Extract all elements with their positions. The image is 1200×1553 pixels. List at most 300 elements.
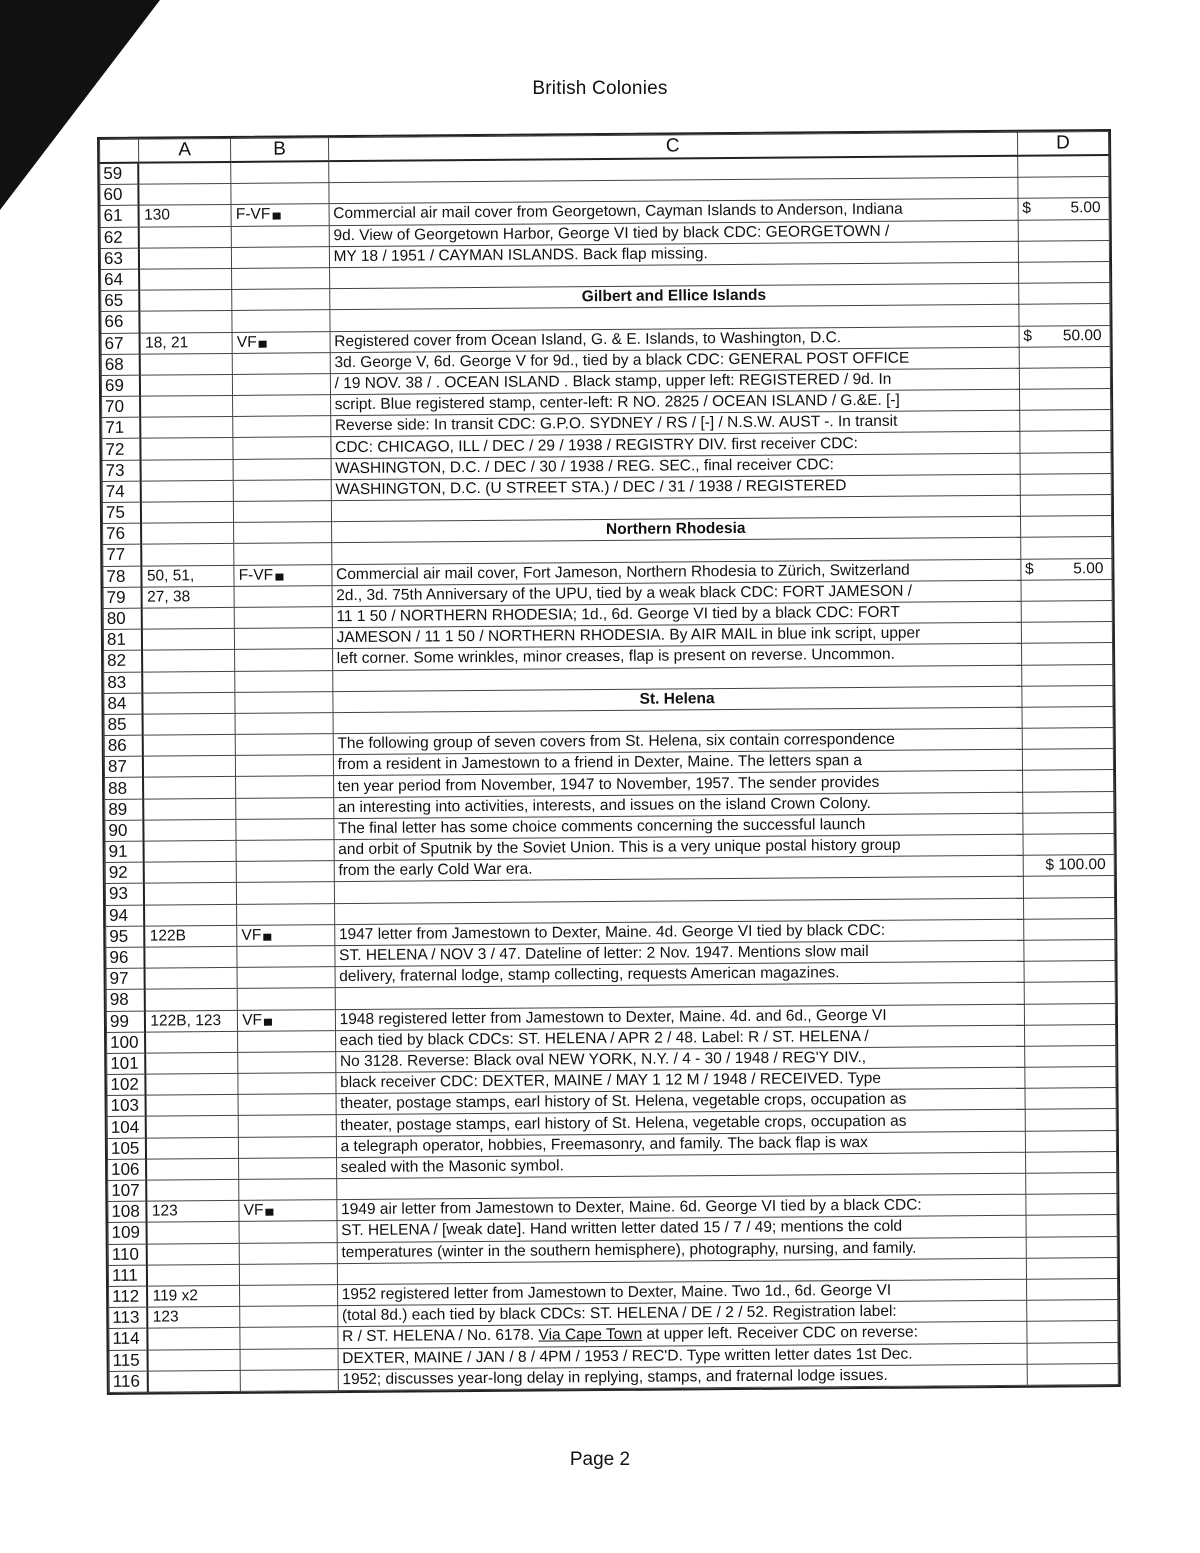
cell-a[interactable]: 119 x2 xyxy=(147,1285,239,1307)
row-number[interactable]: 72 xyxy=(102,439,141,460)
corner-cell[interactable] xyxy=(100,139,139,163)
cell-a[interactable] xyxy=(146,1116,238,1138)
row-number[interactable]: 112 xyxy=(109,1286,148,1307)
cell-b[interactable] xyxy=(231,204,329,226)
cell-b[interactable] xyxy=(238,1052,336,1074)
cell-a[interactable] xyxy=(146,1158,238,1180)
cell-c[interactable]: 3d. George V, 6d. George V for 9d., tied by a black CDC: GENERAL POST OFFICE xyxy=(330,347,1019,374)
cell-b[interactable] xyxy=(239,1242,337,1264)
row-number[interactable]: 93 xyxy=(105,884,144,905)
cell-c[interactable]: Commercial air mail cover from Georgetown, Cayman Islands to Anderson, Indiana xyxy=(329,199,1018,226)
cell-d[interactable] xyxy=(1023,876,1114,898)
cell-a[interactable] xyxy=(143,713,235,735)
cell-d[interactable] xyxy=(1021,622,1112,644)
row-number[interactable]: 60 xyxy=(100,184,139,205)
row-number[interactable]: 91 xyxy=(105,841,144,862)
section-heading[interactable]: Gilbert and Ellice Islands xyxy=(329,283,1018,310)
row-number[interactable]: 79 xyxy=(103,587,142,608)
cell-d[interactable] xyxy=(1025,1173,1116,1195)
cell-b[interactable] xyxy=(232,331,330,353)
cell-c[interactable]: (total 8d.) each tied by black CDCs: ST. HELENA / DE / 2 / 52. Registration label: xyxy=(337,1300,1026,1327)
cell-a[interactable] xyxy=(141,523,233,545)
cell-d[interactable] xyxy=(1020,537,1111,559)
cell-d[interactable]: $ 100.00 xyxy=(1023,855,1114,877)
cell-a[interactable] xyxy=(139,184,231,206)
row-number[interactable]: 82 xyxy=(104,650,143,671)
grade-label: F-VF xyxy=(238,566,274,584)
cell-a[interactable]: 122B xyxy=(145,925,237,947)
cell-c[interactable]: The final letter has some choice comments concerning the successful launch xyxy=(334,813,1023,840)
row-number[interactable]: 80 xyxy=(103,608,142,629)
cell-a[interactable] xyxy=(143,671,235,693)
cell-b[interactable] xyxy=(239,1200,337,1222)
cell-d[interactable] xyxy=(1021,643,1112,665)
cell-a[interactable] xyxy=(147,1243,239,1265)
cell-b[interactable] xyxy=(231,183,329,205)
cell-c[interactable]: CDC: CHICAGO, ILL / DEC / 29 / 1938 / REGISTRY DIV. first receiver CDC: xyxy=(331,432,1020,459)
cell-a[interactable] xyxy=(140,353,232,375)
cell-d[interactable] xyxy=(1017,155,1108,177)
cell-c[interactable]: WASHINGTON, D.C. (U STREET STA.) / DEC / 31 / 1938 / REGISTERED xyxy=(331,474,1020,501)
cell-d[interactable] xyxy=(1021,558,1112,580)
cell-a[interactable] xyxy=(140,290,232,312)
cell-d[interactable] xyxy=(1018,198,1109,220)
cell-d[interactable] xyxy=(1018,261,1109,283)
row-number[interactable]: 95 xyxy=(106,926,145,947)
grade-label: VF xyxy=(242,1011,263,1029)
cell-d[interactable] xyxy=(1026,1257,1117,1279)
cell-a[interactable] xyxy=(148,1370,240,1392)
cell-d[interactable] xyxy=(1024,982,1115,1004)
cell-b[interactable] xyxy=(238,1073,336,1095)
cell-a[interactable] xyxy=(144,840,236,862)
cell-c[interactable]: Registered cover from Ocean Island, G. & E. Islands, to Washington, D.C. xyxy=(330,326,1019,353)
cell-a[interactable]: 18, 21 xyxy=(140,332,232,354)
row-number[interactable]: 109 xyxy=(108,1223,147,1244)
cell-d[interactable] xyxy=(1020,473,1111,495)
cell-a[interactable]: 122B, 123 xyxy=(145,1010,237,1032)
cell-a[interactable] xyxy=(141,501,233,523)
cell-d[interactable] xyxy=(1026,1215,1117,1237)
cell-b[interactable] xyxy=(232,289,330,311)
cell-b[interactable] xyxy=(234,564,332,586)
cell-b[interactable] xyxy=(235,734,333,756)
column-header-c[interactable]: C xyxy=(328,132,1017,161)
currency-symbol: $ xyxy=(1025,560,1034,578)
cell-b[interactable] xyxy=(238,1030,336,1052)
row-number[interactable]: 77 xyxy=(103,545,142,566)
cell-c[interactable]: 1949 air letter from Jamestown to Dexter, Maine. 6d. George VI tied by a black CDC: xyxy=(336,1194,1025,1221)
cell-b[interactable] xyxy=(239,1136,337,1158)
row-number[interactable]: 68 xyxy=(101,354,140,375)
cell-c[interactable]: MY 18 / 1951 / CAYMAN ISLANDS. Back flap missing. xyxy=(329,241,1018,268)
cell-c[interactable]: from a resident in Jamestown to a friend in Dexter, Maine. The letters span a xyxy=(333,750,1022,777)
cell-a[interactable] xyxy=(143,692,235,714)
cell-b[interactable] xyxy=(240,1369,338,1391)
cell-d[interactable] xyxy=(1019,304,1110,326)
cell-a[interactable] xyxy=(141,459,233,481)
cell-c[interactable]: black receiver CDC: DEXTER, MAINE / MAY 1 12 M / 1948 / RECEIVED. Type xyxy=(335,1067,1024,1094)
row-number[interactable]: 99 xyxy=(106,1011,145,1032)
cell-d[interactable] xyxy=(1022,791,1113,813)
row-number[interactable]: 97 xyxy=(106,968,145,989)
cell-b[interactable] xyxy=(239,1179,337,1201)
column-header-d[interactable]: D xyxy=(1017,132,1108,156)
cell-c[interactable]: script. Blue registered stamp, center-left: R NO. 2825 / OCEAN ISLAND / G.&E. [-] xyxy=(330,389,1019,416)
cell-c[interactable]: 1947 letter from Jamestown to Dexter, Maine. 4d. George VI tied by black CDC: xyxy=(334,919,1023,946)
cell-a[interactable] xyxy=(142,629,234,651)
cell-a[interactable] xyxy=(141,480,233,502)
row-number[interactable]: 71 xyxy=(102,417,141,438)
row-number[interactable]: 73 xyxy=(102,460,141,481)
row-number[interactable]: 94 xyxy=(106,905,145,926)
cell-b[interactable] xyxy=(231,161,329,183)
cell-a[interactable] xyxy=(145,946,237,968)
cell-c[interactable]: DEXTER, MAINE / JAN / 8 / 4PM / 1953 / REC'D. Type written letter dates 1st Dec. xyxy=(338,1343,1027,1370)
cell-a[interactable] xyxy=(147,1179,239,1201)
cell-d[interactable] xyxy=(1024,1045,1115,1067)
cell-b[interactable] xyxy=(236,776,334,798)
cell-c[interactable]: WASHINGTON, D.C. / DEC / 30 / 1938 / REG. SEC., final receiver CDC: xyxy=(331,453,1020,480)
cell-a[interactable] xyxy=(142,607,234,629)
cell-c[interactable]: 9d. View of Georgetown Harbor, George VI tied by black CDC: GEORGETOWN / xyxy=(329,220,1018,247)
cell-a[interactable] xyxy=(144,862,236,884)
cell-b[interactable] xyxy=(234,607,332,629)
cell-b[interactable] xyxy=(238,1094,336,1116)
cell-b[interactable] xyxy=(237,988,335,1010)
cell-d[interactable] xyxy=(1018,177,1109,199)
cell-b[interactable] xyxy=(240,1285,338,1307)
cell-a[interactable] xyxy=(145,968,237,990)
row-number[interactable]: 96 xyxy=(106,947,145,968)
row-number[interactable]: 89 xyxy=(105,799,144,820)
cell-d[interactable] xyxy=(1023,812,1114,834)
row-number[interactable]: 107 xyxy=(108,1180,147,1201)
cell-a[interactable] xyxy=(145,989,237,1011)
cell-a[interactable] xyxy=(148,1328,240,1350)
page-footer: Page 2 xyxy=(569,1449,631,1470)
cell-a[interactable]: 27, 38 xyxy=(142,586,234,608)
cell-a[interactable] xyxy=(144,798,236,820)
cell-d[interactable] xyxy=(1024,961,1115,983)
cell-b[interactable] xyxy=(235,691,333,713)
cell-b[interactable] xyxy=(235,670,333,692)
cell-d[interactable] xyxy=(1018,283,1109,305)
cell-c-underlined-text: Via Cape Town xyxy=(538,1326,643,1344)
row-number[interactable]: 86 xyxy=(104,735,143,756)
cell-c[interactable]: JAMESON / 11 1 50 / NORTHERN RHODESIA. By AIR MAIL in blue ink script, upper xyxy=(332,622,1021,649)
cell-d[interactable] xyxy=(1021,579,1112,601)
row-number[interactable]: 102 xyxy=(107,1074,146,1095)
cell-a[interactable] xyxy=(142,544,234,566)
cell-c[interactable]: each tied by black CDCs: ST. HELENA / APR 2 / 48. Label: R / ST. HELENA / xyxy=(335,1025,1024,1052)
cell-b[interactable] xyxy=(235,649,333,671)
row-number[interactable]: 111 xyxy=(108,1265,147,1286)
cell-d[interactable] xyxy=(1025,1151,1116,1173)
row-number[interactable]: 110 xyxy=(108,1244,147,1265)
column-header-a[interactable]: A xyxy=(138,138,230,162)
cell-d[interactable] xyxy=(1020,431,1111,453)
cell-b[interactable] xyxy=(233,437,331,459)
cell-d[interactable] xyxy=(1022,706,1113,728)
cell-a[interactable] xyxy=(139,268,231,290)
cell-b[interactable] xyxy=(237,924,335,946)
cell-c[interactable]: 1952 registered letter from Jamestown to Dexter, Maine. Two 1d., 6d. George VI xyxy=(337,1279,1026,1306)
cell-a[interactable] xyxy=(141,438,233,460)
row-number[interactable]: 67 xyxy=(101,333,140,354)
cell-c[interactable]: ten year period from November, 1947 to November, 1957. The sender provides xyxy=(333,771,1022,798)
cell-d[interactable] xyxy=(1023,897,1114,919)
cell-d[interactable] xyxy=(1018,240,1109,262)
cell-c-text: at upper left. Receiver CDC on reverse: xyxy=(642,1323,918,1344)
cell-a[interactable] xyxy=(140,374,232,396)
cell-b[interactable] xyxy=(232,310,330,332)
cell-b[interactable] xyxy=(233,395,331,417)
price-amount: 50.00 xyxy=(1062,326,1102,345)
cell-a[interactable] xyxy=(147,1264,239,1286)
cell-d[interactable] xyxy=(1026,1300,1117,1322)
cell-b[interactable] xyxy=(232,246,330,268)
row-number[interactable]: 63 xyxy=(100,248,139,269)
price-value xyxy=(1025,559,1103,580)
cell-d[interactable] xyxy=(1027,1363,1118,1385)
square-marker-icon xyxy=(265,1209,273,1216)
cell-a[interactable] xyxy=(146,1052,238,1074)
cell-b[interactable] xyxy=(236,818,334,840)
cell-a[interactable] xyxy=(140,311,232,333)
row-number[interactable]: 70 xyxy=(102,396,141,417)
row-number[interactable]: 66 xyxy=(101,311,140,332)
row-number[interactable]: 84 xyxy=(104,693,143,714)
cell-d[interactable] xyxy=(1022,728,1113,750)
cell-b[interactable] xyxy=(232,352,330,374)
cell-d[interactable] xyxy=(1022,770,1113,792)
cell-d[interactable] xyxy=(1025,1067,1116,1089)
cell-b[interactable] xyxy=(235,628,333,650)
cell-a[interactable] xyxy=(144,819,236,841)
cell-a[interactable] xyxy=(144,883,236,905)
cell-c[interactable]: / 19 NOV. 38 / . OCEAN ISLAND . Black stamp, upper left: REGISTERED / 9d. In xyxy=(330,368,1019,395)
cell-c[interactable]: Commercial air mail cover, Fort Jameson, Northern Rhodesia to Zürich, Switzerland xyxy=(332,559,1021,586)
cell-b[interactable] xyxy=(240,1327,338,1349)
cell-d[interactable] xyxy=(1019,410,1110,432)
cell-a[interactable]: 123 xyxy=(148,1307,240,1329)
row-number[interactable]: 65 xyxy=(101,290,140,311)
cell-c-text: R / ST. HELENA / No. 6178. xyxy=(342,1326,539,1346)
cell-d[interactable] xyxy=(1025,1130,1116,1152)
row-number[interactable]: 90 xyxy=(105,820,144,841)
cell-d[interactable] xyxy=(1023,918,1114,940)
cell-a[interactable] xyxy=(139,162,231,184)
currency-symbol: $ xyxy=(1022,200,1031,218)
cell-b[interactable] xyxy=(236,797,334,819)
spreadsheet xyxy=(97,129,1121,1395)
row-number[interactable]: 61 xyxy=(100,206,139,227)
cell-b[interactable] xyxy=(233,416,331,438)
cell-b[interactable] xyxy=(238,1115,336,1137)
grade-label: VF xyxy=(236,333,257,351)
cell-b[interactable] xyxy=(234,522,332,544)
cell-a[interactable]: 50, 51, xyxy=(142,565,234,587)
cell-c[interactable]: ST. HELENA / [weak date]. Hand written letter dated 15 / 7 / 49; mentions the cold xyxy=(337,1216,1026,1243)
row-number[interactable]: 85 xyxy=(104,714,143,735)
cell-a[interactable] xyxy=(144,904,236,926)
cell-b[interactable] xyxy=(240,1263,338,1285)
cell-c[interactable]: 1952; discusses year-long delay in replying, stamps, and fraternal lodge issues. xyxy=(338,1364,1027,1391)
cell-d[interactable] xyxy=(1025,1109,1116,1131)
row-number[interactable]: 92 xyxy=(105,862,144,883)
cell-a[interactable] xyxy=(145,1031,237,1053)
cell-d[interactable] xyxy=(1024,1024,1115,1046)
cell-d[interactable] xyxy=(1021,664,1112,686)
cell-c[interactable]: 11 1 50 / NORTHERN RHODESIA; 1d., 6d. George VI tied by a black CDC: FORT xyxy=(332,601,1021,628)
section-heading[interactable]: Northern Rhodesia xyxy=(331,516,1020,543)
cell-b[interactable] xyxy=(237,946,335,968)
cell-d[interactable] xyxy=(1019,325,1110,347)
row-number[interactable]: 78 xyxy=(103,566,142,587)
cell-d[interactable] xyxy=(1023,834,1114,856)
cell-a[interactable] xyxy=(140,396,232,418)
cell-c[interactable]: Reverse side: In transit CDC: G.P.O. SYDNEY / RS / [-] / N.S.W. AUST -. In transit xyxy=(330,411,1019,438)
cell-b[interactable] xyxy=(234,501,332,523)
cell-c[interactable]: 1948 registered letter from Jamestown to Dexter, Maine. 4d. and 6d., George VI xyxy=(335,1004,1024,1031)
cell-b[interactable] xyxy=(240,1306,338,1328)
cell-d[interactable] xyxy=(1020,516,1111,538)
cell-d[interactable] xyxy=(1019,367,1110,389)
row-number[interactable]: 59 xyxy=(100,163,139,185)
cell-c[interactable]: No 3128. Reverse: Black oval NEW YORK, N.Y. / 4 - 30 / 1948 / REG'Y DIV., xyxy=(335,1046,1024,1073)
cell-a[interactable] xyxy=(141,417,233,439)
cell-d[interactable] xyxy=(1019,389,1110,411)
cell-c[interactable]: delivery, fraternal lodge, stamp collecting, requests American magazines. xyxy=(335,961,1024,988)
cell-c[interactable]: an interesting into activities, interests, and issues on the island Crown Colony. xyxy=(333,792,1022,819)
cell-c[interactable]: left corner. Some wrinkles, minor creases, flap is present on reverse. Uncommon. xyxy=(332,644,1021,671)
cell-b[interactable] xyxy=(234,543,332,565)
cell-a[interactable] xyxy=(139,247,231,269)
cell-d[interactable] xyxy=(1022,685,1113,707)
cell-c[interactable]: from the early Cold War era. xyxy=(334,855,1023,882)
row-number[interactable]: 100 xyxy=(107,1032,146,1053)
row-number[interactable]: 81 xyxy=(103,629,142,650)
cell-d[interactable] xyxy=(1020,495,1111,517)
grade-label: F-VF xyxy=(235,206,271,224)
row-number[interactable]: 75 xyxy=(102,502,141,523)
cell-a[interactable]: 123 xyxy=(147,1201,239,1223)
cell-a[interactable] xyxy=(139,226,231,248)
cell-b[interactable] xyxy=(239,1157,337,1179)
column-header-b[interactable]: B xyxy=(231,138,329,162)
cell-c[interactable]: sealed with the Masonic symbol. xyxy=(336,1152,1025,1179)
cell-b[interactable] xyxy=(236,755,334,777)
cell-d[interactable] xyxy=(1026,1194,1117,1216)
cell-c[interactable]: theater, postage stamps, earl history of St. Helena, vegetable crops, occupation as xyxy=(336,1110,1025,1137)
cell-a[interactable]: 130 xyxy=(139,205,231,227)
cell-d[interactable] xyxy=(1024,939,1115,961)
cell-d[interactable] xyxy=(1026,1236,1117,1258)
section-heading[interactable]: St. Helena xyxy=(333,686,1022,713)
row-number[interactable]: 62 xyxy=(100,227,139,248)
row-number[interactable]: 106 xyxy=(108,1159,147,1180)
cell-b[interactable] xyxy=(234,585,332,607)
cell-c[interactable]: temperatures (winter in the southern hemisphere), photography, nursing, and family. xyxy=(337,1237,1026,1264)
cell-c[interactable]: 2d., 3d. 75th Anniversary of the UPU, tied by a weak black CDC: FORT JAMESON / xyxy=(332,580,1021,607)
cell-b[interactable] xyxy=(239,1221,337,1243)
cell-d[interactable] xyxy=(1019,346,1110,368)
row-number[interactable]: 76 xyxy=(103,523,142,544)
cell-c[interactable]: The following group of seven covers from St. Helena, six contain correspondence xyxy=(333,728,1022,755)
row-number[interactable]: 87 xyxy=(104,756,143,777)
cell-c[interactable]: and orbit of Sputnik by the Soviet Union. This is a very unique postal history group xyxy=(334,834,1023,861)
cell-d[interactable] xyxy=(1025,1088,1116,1110)
row-number[interactable]: 114 xyxy=(109,1328,148,1349)
row-number[interactable]: 103 xyxy=(107,1095,146,1116)
cell-a[interactable] xyxy=(142,650,234,672)
cell-b[interactable] xyxy=(233,479,331,501)
cell-d[interactable] xyxy=(1022,749,1113,771)
cell-a[interactable] xyxy=(146,1095,238,1117)
cell-b[interactable] xyxy=(233,458,331,480)
row-number[interactable]: 98 xyxy=(106,989,145,1010)
cell-c[interactable]: a telegraph operator, hobbies, Freemasonry, and family. The back flap is wax xyxy=(336,1131,1025,1158)
cell-b[interactable] xyxy=(235,713,333,735)
cell-a[interactable] xyxy=(146,1137,238,1159)
square-marker-icon xyxy=(264,1018,272,1025)
cell-d[interactable] xyxy=(1026,1278,1117,1300)
row-number[interactable]: 101 xyxy=(107,1053,146,1074)
row-number[interactable]: 104 xyxy=(107,1117,146,1138)
row-number[interactable]: 74 xyxy=(102,481,141,502)
price-amount: 5.00 xyxy=(1070,199,1101,217)
square-marker-icon xyxy=(275,573,283,580)
cell-c[interactable]: ST. HELENA / NOV 3 / 47. Dateline of letter: 2 Nov. 1947. Mentions slow mail xyxy=(334,940,1023,967)
cell-b[interactable] xyxy=(233,374,331,396)
row-number[interactable]: 105 xyxy=(107,1138,146,1159)
cell-b[interactable] xyxy=(236,840,334,862)
cell-d[interactable] xyxy=(1018,219,1109,241)
row-number[interactable]: 113 xyxy=(109,1307,148,1328)
cell-a[interactable] xyxy=(148,1349,240,1371)
price-value xyxy=(1023,326,1101,347)
cell-b[interactable] xyxy=(238,1009,336,1031)
cell-c[interactable]: theater, postage stamps, earl history of St. Helena, vegetable crops, occupation as xyxy=(336,1088,1025,1115)
cell-b[interactable] xyxy=(237,967,335,989)
row-number[interactable]: 88 xyxy=(105,778,144,799)
row-number[interactable]: 108 xyxy=(108,1201,147,1222)
cell-a[interactable] xyxy=(143,734,235,756)
row-number[interactable]: 64 xyxy=(101,269,140,290)
cell-b[interactable] xyxy=(232,268,330,290)
cell-b[interactable] xyxy=(237,903,335,925)
price-amount: 5.00 xyxy=(1073,559,1104,578)
row-number[interactable]: 69 xyxy=(101,375,140,396)
row-number[interactable]: 116 xyxy=(109,1371,148,1392)
cell-d[interactable] xyxy=(1020,452,1111,474)
cell-d[interactable] xyxy=(1027,1321,1118,1343)
cell-d[interactable] xyxy=(1024,1003,1115,1025)
row-number[interactable]: 83 xyxy=(104,672,143,693)
cell-b[interactable] xyxy=(231,225,329,247)
cell-a[interactable] xyxy=(146,1073,238,1095)
cell-d[interactable] xyxy=(1021,600,1112,622)
cell-d[interactable] xyxy=(1027,1342,1118,1364)
cell-b[interactable] xyxy=(240,1348,338,1370)
row-number[interactable]: 115 xyxy=(109,1350,148,1371)
cell-a[interactable] xyxy=(147,1222,239,1244)
cell-b[interactable] xyxy=(237,882,335,904)
cell-a[interactable] xyxy=(143,756,235,778)
cell-b[interactable] xyxy=(236,861,334,883)
cell-a[interactable] xyxy=(143,777,235,799)
